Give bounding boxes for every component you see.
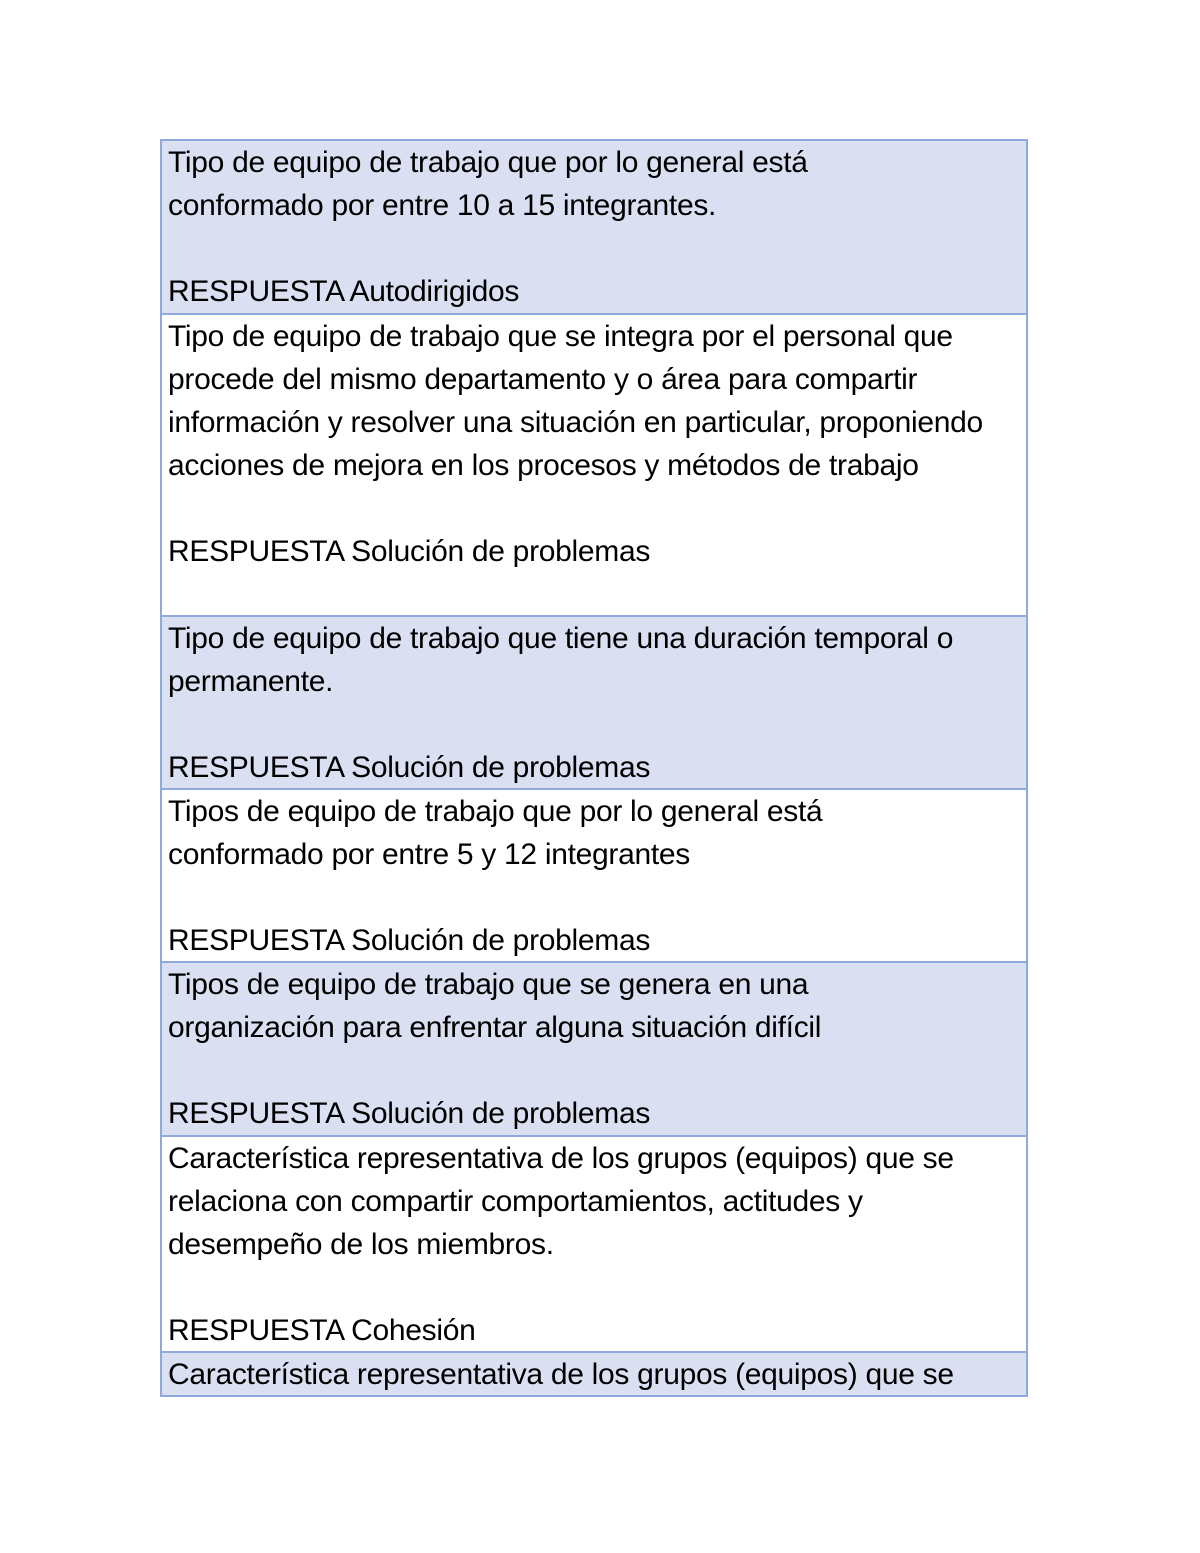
- question-text: Característica representativa de los grupos (equipos) que se: [168, 1358, 954, 1391]
- answer-text: RESPUESTA Solución de problemas: [168, 1097, 651, 1130]
- spacer: [168, 487, 1020, 530]
- spacer: [168, 876, 1020, 919]
- answer-text: RESPUESTA Autodirigidos: [168, 275, 520, 308]
- answer-text: RESPUESTA Solución de problemas: [168, 535, 651, 568]
- answer-text: RESPUESTA Cohesión: [168, 1314, 476, 1347]
- question-text: Tipo de equipo de trabajo que se integra por el personal que procede del mismo departamento y o área para compartir información y resolver una situación en particular, proponiendo acciones de mejora en los procesos y métodos de trabajo: [168, 320, 983, 482]
- table-row: [162, 1353, 1026, 1397]
- table-row: [162, 790, 1026, 963]
- table-row: [162, 1137, 1026, 1353]
- spacer: [168, 1049, 1020, 1092]
- spacer: [168, 703, 1020, 746]
- question-text: Tipo de equipo de trabajo que por lo general está conformado por entre 10 a 15 integrantes.: [168, 146, 808, 222]
- table-row: [162, 141, 1026, 315]
- answer-text: RESPUESTA Solución de problemas: [168, 751, 651, 784]
- question-text: Característica representativa de los grupos (equipos) que se relaciona con compartir comportamientos, actitudes y desempeño de los miembros.: [168, 1142, 954, 1261]
- question-answer-table: [160, 139, 1028, 1397]
- table-row: [162, 315, 1026, 617]
- table-row: [162, 963, 1026, 1137]
- question-text: Tipo de equipo de trabajo que tiene una duración temporal o permanente.: [168, 622, 954, 698]
- answer-text: RESPUESTA Solución de problemas: [168, 924, 651, 957]
- spacer: [168, 227, 1020, 270]
- question-text: Tipos de equipo de trabajo que se genera en una organización para enfrentar alguna situación difícil: [168, 968, 822, 1044]
- table-row: [162, 617, 1026, 790]
- spacer: [168, 1266, 1020, 1309]
- question-text: Tipos de equipo de trabajo que por lo general está conformado por entre 5 y 12 integrantes: [168, 795, 823, 871]
